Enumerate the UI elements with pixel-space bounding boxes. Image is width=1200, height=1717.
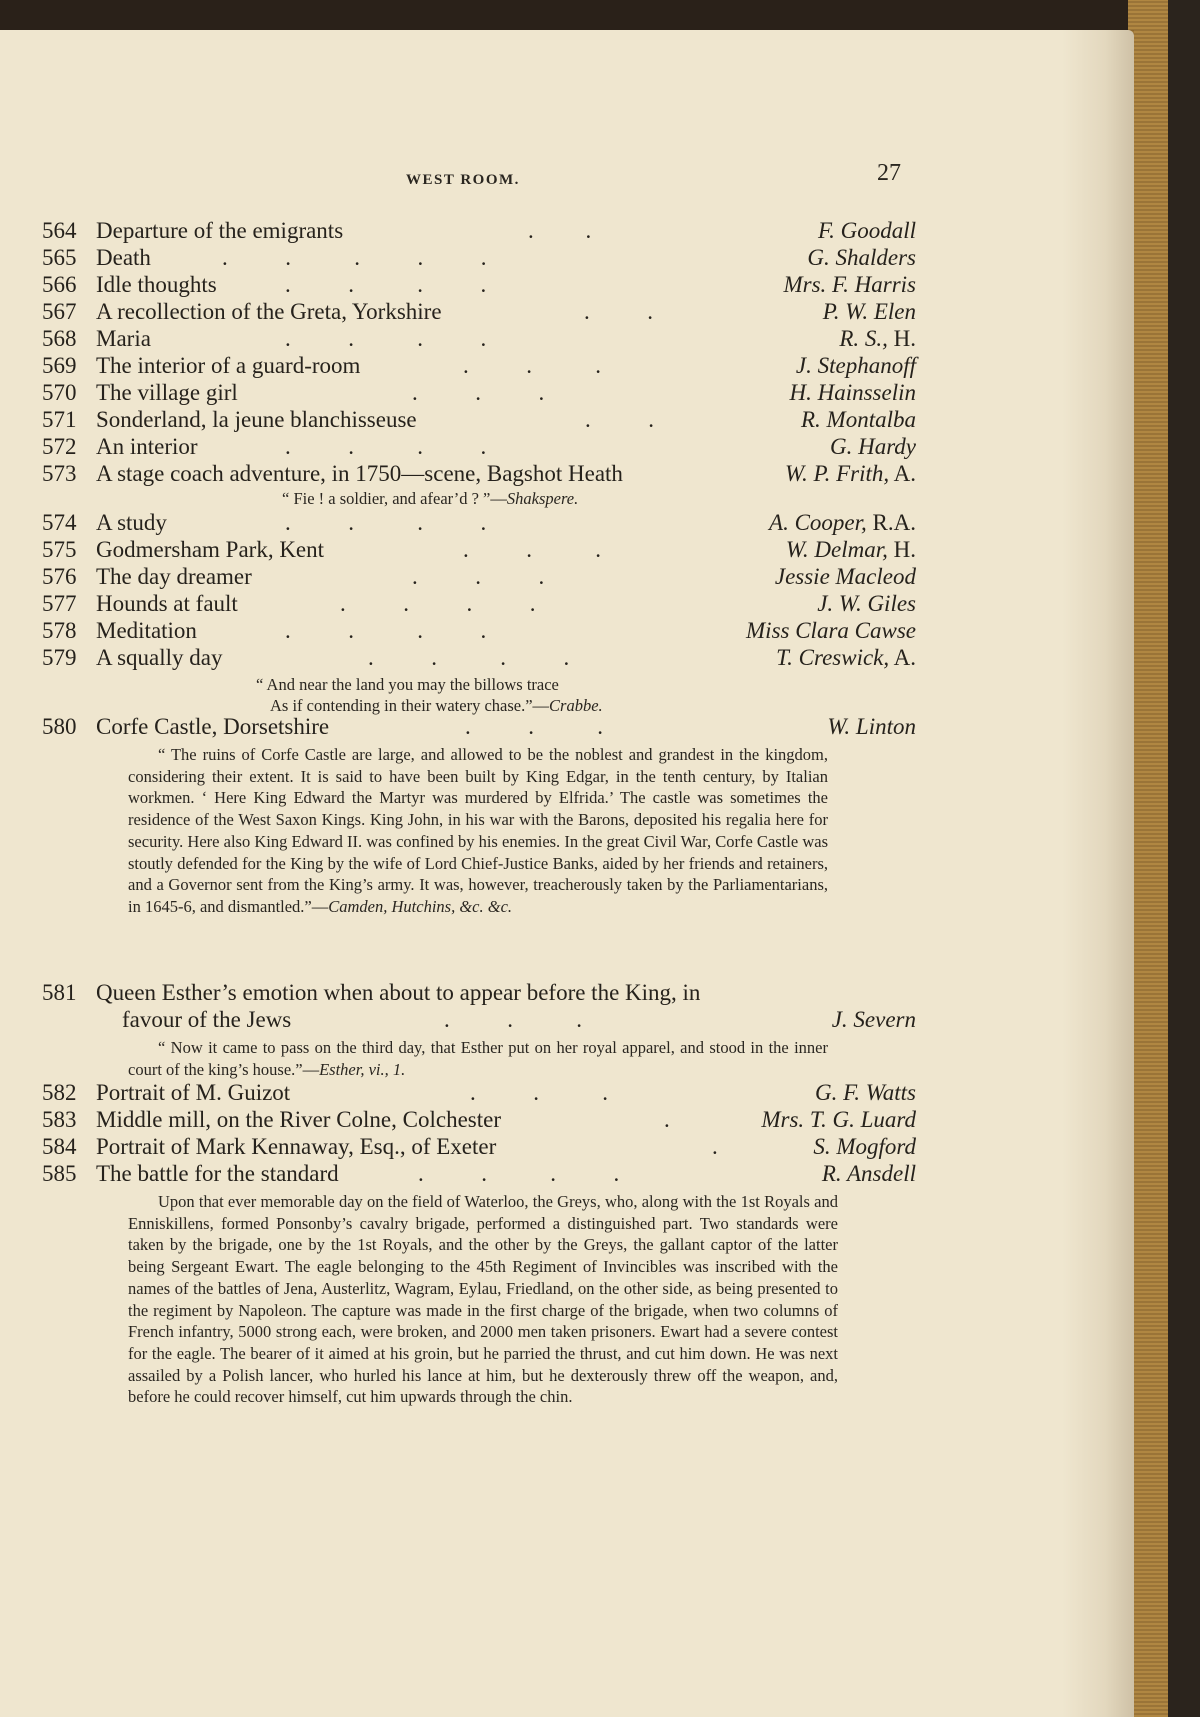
entry-number: 572 bbox=[42, 434, 77, 459]
leader-dots: . . . bbox=[463, 353, 601, 378]
entry-number: 571 bbox=[42, 407, 77, 432]
entry-artist: G. F. Watts bbox=[815, 1080, 916, 1105]
entry-artist: W. P. Frith, A. bbox=[784, 461, 916, 486]
entry-number: 568 bbox=[42, 326, 77, 351]
entry-number: 578 bbox=[42, 618, 77, 643]
entry-artist: G. Shalders bbox=[807, 245, 916, 270]
entry-artist: R. S., H. bbox=[839, 326, 916, 351]
entry-artist: R. Montalba bbox=[801, 407, 916, 432]
entry-title: Corfe Castle, Dorsetshire bbox=[96, 714, 330, 739]
entry-artist: A. Cooper, R.A. bbox=[769, 510, 916, 535]
entry-title: A stage coach adventure, in 1750—scene, Bagshot Heath bbox=[96, 461, 623, 486]
running-head: WEST ROOM. bbox=[406, 172, 520, 188]
entry-title: A recollection of the Greta, Yorkshire bbox=[96, 299, 442, 324]
entry-number: 579 bbox=[42, 645, 77, 670]
leader-dots: . bbox=[712, 1134, 718, 1159]
entry-number: 574 bbox=[42, 510, 77, 535]
entry-artist: G. Hardy bbox=[829, 434, 916, 459]
entry-artist: Mrs. F. Harris bbox=[783, 272, 916, 297]
entry-artist: T. Creswick, A. bbox=[776, 645, 916, 670]
entry-artist: Mrs. T. G. Luard bbox=[761, 1107, 916, 1132]
entry-artist: Jessie Macleod bbox=[774, 564, 916, 589]
entry-artist: W. Linton bbox=[827, 714, 916, 739]
entry-artist: P. W. Elen bbox=[822, 299, 916, 324]
entry-quote: “ Fie ! a soldier, and afear’d ? ”—Shakspere. bbox=[282, 489, 579, 508]
leader-dots: . . . . bbox=[285, 434, 487, 459]
entry-title: Maria bbox=[96, 326, 151, 351]
leader-dots: . . bbox=[584, 299, 653, 324]
entry-title: An interior bbox=[96, 434, 198, 459]
leader-dots: . . . . bbox=[368, 645, 570, 670]
leader-dots: . . . . bbox=[285, 326, 487, 351]
entry-number: 585 bbox=[42, 1161, 77, 1186]
entry-number: 570 bbox=[42, 380, 77, 405]
leader-dots: . . bbox=[528, 218, 592, 243]
entry-number: 582 bbox=[42, 1080, 77, 1105]
entry-quote: As if contending in their watery chase.”—Crabbe. bbox=[270, 696, 603, 715]
entry-description: Upon that ever memorable day on the field of Waterloo, the Greys, who, along with the 1st Royals and Enniskillens, formed Ponsonby’s cavalry brigade, performed a distinguished part. Two standards were taken by the brigade, one by the 1st Royals, and the other by the Greys, the gallant captor of the latter being Sergeant Ewart. The eagle belonging to the 45th Regiment of Invincibles was inscribed with the names of the battles of Jena, Austerlitz, Wagram, Eylau, Friedland, on the other side, as being presented to the regiment by Napoleon. The capture was made in the first charge of the brigade, when two columns of French infantry, 5000 strong each, were broken, and 2000 men taken prisoners. Ewart had a severe contest for the eagle. The bearer of it aimed at his groin, but he parried the thrust, and cut him down. He was next assailed by a Polish lancer, who hurled his lance at him, but he dexterously threw off the weapon, and, before he could recover himself, cut him upwards through the chin. bbox=[128, 1192, 838, 1407]
page-header bbox=[0, 160, 1134, 190]
page-number: 27 bbox=[877, 160, 901, 186]
entry-artist: J. Severn bbox=[831, 1007, 916, 1032]
leader-dots: . . . . bbox=[418, 1161, 620, 1186]
entry-artist: R. Ansdell bbox=[821, 1161, 916, 1186]
entry-title: Portrait of Mark Kennaway, Esq., of Exeter bbox=[96, 1134, 497, 1159]
entry-title: A study bbox=[96, 510, 167, 535]
entry-title-continued: favour of the Jews bbox=[122, 1007, 292, 1032]
entry-quote: “ And near the land you may the billows trace bbox=[256, 675, 559, 694]
page-gutter-shadow bbox=[1062, 30, 1134, 1717]
entry-number: 566 bbox=[42, 272, 77, 297]
entry-number: 576 bbox=[42, 564, 77, 589]
leader-dots: . . . . bbox=[340, 591, 536, 616]
entry-number: 564 bbox=[42, 218, 77, 243]
leader-dots: . . . . bbox=[285, 272, 487, 297]
entry-title: The day dreamer bbox=[96, 564, 252, 589]
leader-dots: . . . bbox=[412, 380, 545, 405]
entry-description: “ The ruins of Corfe Castle are large, and allowed to be the noblest and grandest in the kingdom, considering their extent. It is said to have been built by King Edgar, in the tenth century, by Italian workmen. ‘ Here King Edward the Martyr was murdered by Elfrida.’ The castle was sometimes the residence of the West Saxon Kings. King John, in his war with the Barons, deposited his regalia here for security. Here also King Edward II. was confined by his enemies. In the great Civil War, Corfe Castle was stoutly defended for the King by the wife of Lord Chief-Justice Banks, aided by her friends and retainers, and a Governor sent from the King’s army. It was, however, treacherously taken by the Parliamentarians, in 1645-6, and dismantled.”—Camden, Hutchins, &c. &c. bbox=[128, 745, 828, 916]
leader-dots: . . . bbox=[465, 714, 603, 739]
entry-title: Meditation bbox=[96, 618, 197, 643]
entry-number: 569 bbox=[42, 353, 77, 378]
entry-title: A squally day bbox=[96, 645, 223, 670]
entry-number: 567 bbox=[42, 299, 77, 324]
entry-number: 565 bbox=[42, 245, 77, 270]
entry-title: Queen Esther’s emotion when about to appear before the King, in bbox=[96, 980, 701, 1005]
entry-artist: J. Stephanoff bbox=[795, 353, 916, 378]
entry-number: 584 bbox=[42, 1134, 77, 1159]
entry-number: 577 bbox=[42, 591, 77, 616]
entry-artist: F. Goodall bbox=[818, 218, 916, 243]
entry-artist: Miss Clara Cawse bbox=[746, 618, 916, 643]
leader-dots: . bbox=[664, 1107, 670, 1132]
leader-dots: . . . . bbox=[285, 618, 487, 643]
entry-description: “ Now it came to pass on the third day, that Esther put on her royal apparel, and stood in the inner court of the king’s house.”—Esther, vi., 1. bbox=[128, 1038, 828, 1079]
book-binding bbox=[1128, 0, 1168, 1717]
leader-dots: . . bbox=[585, 407, 654, 432]
leader-dots: . . . . . bbox=[222, 245, 487, 270]
entry-title: The battle for the standard bbox=[96, 1161, 339, 1186]
entry-title: Middle mill, on the River Colne, Colchester bbox=[96, 1107, 501, 1132]
entry-artist: J. W. Giles bbox=[817, 591, 916, 616]
leader-dots: . . . . bbox=[285, 510, 487, 535]
leader-dots: . . . bbox=[470, 1080, 608, 1105]
entry-title: The interior of a guard-room bbox=[96, 353, 361, 378]
leader-dots: . . . bbox=[444, 1007, 582, 1032]
entry-number: 583 bbox=[42, 1107, 77, 1132]
entry-title: Death bbox=[96, 245, 151, 270]
entry-artist: S. Mogford bbox=[813, 1134, 916, 1159]
entry-title: Portrait of M. Guizot bbox=[96, 1080, 291, 1105]
entry-artist: W. Delmar, H. bbox=[785, 537, 916, 562]
entry-title: Departure of the emigrants bbox=[96, 218, 344, 243]
entry-title: Idle thoughts bbox=[96, 272, 217, 297]
entry-title: Hounds at fault bbox=[96, 591, 238, 616]
entry-number: 573 bbox=[42, 461, 77, 486]
entry-number: 575 bbox=[42, 537, 77, 562]
entry-number: 581 bbox=[42, 980, 77, 1005]
leader-dots: . . . bbox=[412, 564, 545, 589]
entry-artist: H. Hainsselin bbox=[789, 380, 916, 405]
entry-title: Godmersham Park, Kent bbox=[96, 537, 325, 562]
entry-number: 580 bbox=[42, 714, 77, 739]
entry-title: The village girl bbox=[96, 380, 238, 405]
entry-title: Sonderland, la jeune blanchisseuse bbox=[96, 407, 417, 432]
leader-dots: . . . bbox=[463, 537, 601, 562]
